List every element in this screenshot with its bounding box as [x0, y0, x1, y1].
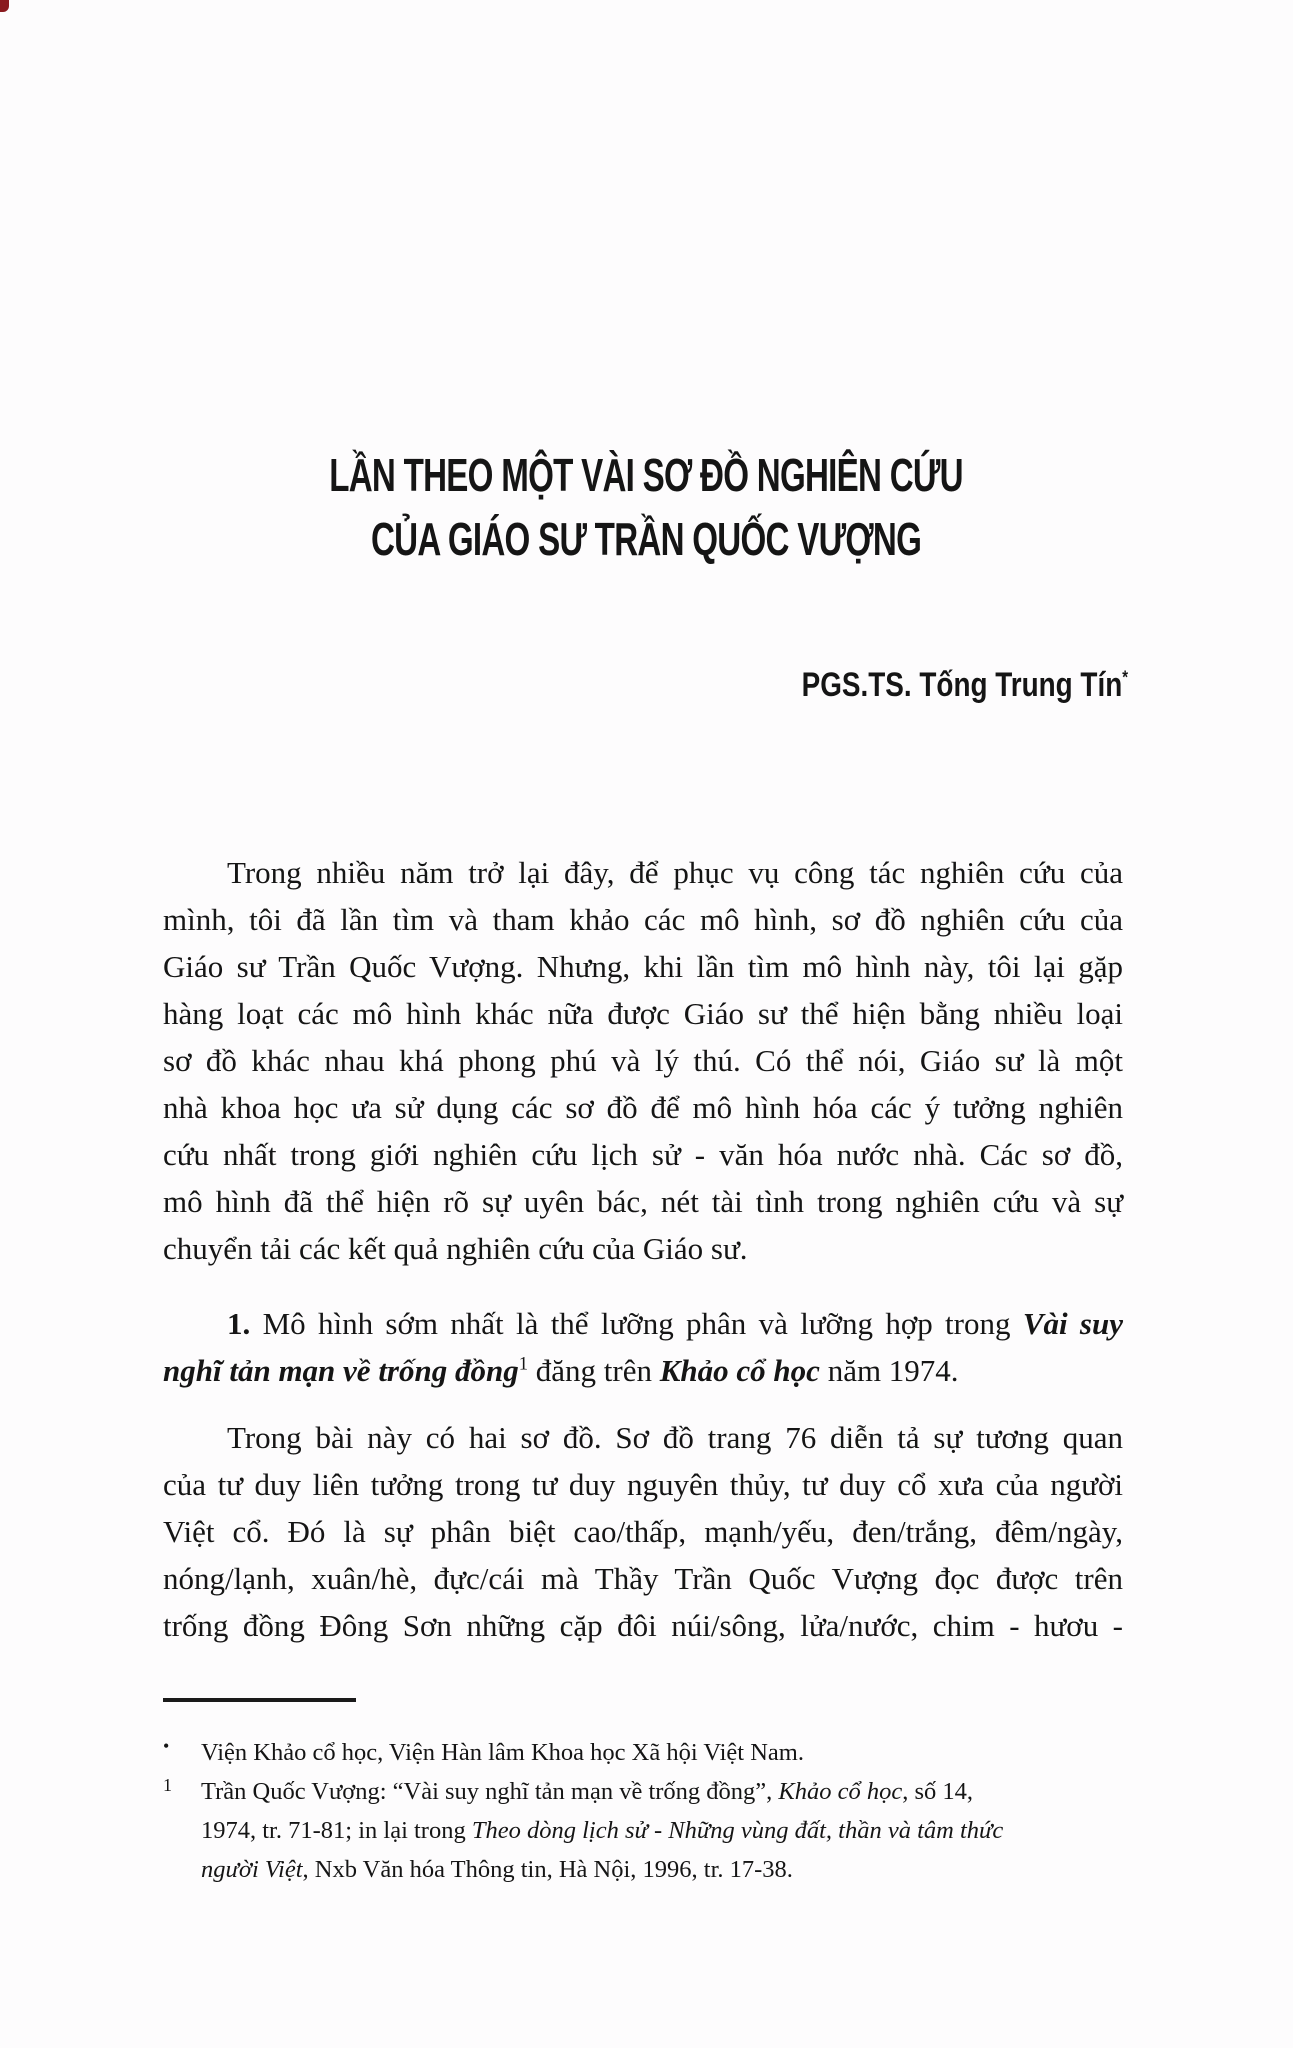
- article-title-ref: Vài suy: [1022, 1306, 1123, 1341]
- paragraph-diagrams: [163, 1414, 1123, 1649]
- footnotes: [163, 1733, 1133, 1889]
- article-title-line-1: [0, 448, 1293, 502]
- title-text: LẦN THEO MỘT VÀI SƠ ĐỒ NGHIÊN CỨU: [329, 449, 964, 501]
- paragraph-intro: [163, 849, 1123, 1272]
- article-title-line-2: [0, 512, 1293, 566]
- footnote-mark: •: [163, 1736, 170, 1756]
- text-line: mô hình đã thể hiện rõ sự uyên bác, nét tài tình trong nghiên cứu và sự: [163, 1184, 1123, 1219]
- text-line: nhà khoa học ưa sử dụng các sơ đồ để mô hình hóa các ý tưởng nghiên: [163, 1090, 1123, 1125]
- text-line: mình, tôi đã lần tìm và tham khảo các mô hình, sơ đồ nghiên cứu của: [163, 902, 1123, 937]
- text-line: của tư duy liên tưởng trong tư duy nguyên thủy, tư duy cổ xưa của người: [163, 1467, 1123, 1502]
- footnote-ref: 1: [518, 1353, 529, 1375]
- footnote-text: Trần Quốc Vượng: “Vài suy nghĩ tản mạn về trống đồng”,: [201, 1778, 779, 1805]
- footnote-divider: [163, 1698, 356, 1702]
- text-segment: đăng trên: [528, 1353, 660, 1388]
- footnote-1-cont: [163, 1850, 1133, 1889]
- footnote-text: , số 14,: [902, 1778, 974, 1805]
- text-line: Việt cổ. Đó là sự phân biệt cao/thấp, mạnh/yếu, đen/trắng, đêm/ngày,: [163, 1514, 1123, 1549]
- footnote-text: , Nxb Văn hóa Thông tin, Hà Nội, 1996, tr. 17-38.: [302, 1856, 793, 1883]
- text-line: [163, 1300, 1123, 1347]
- article-title-ref: nghĩ tản mạn về trống đồng: [163, 1353, 519, 1388]
- text-line: cứu nhất trong giới nghiên cứu lịch sử - văn hóa nước nhà. Các sơ đồ,: [163, 1137, 1123, 1172]
- footnote-text: Viện Khảo cổ học, Viện Hàn lâm Khoa học Xã hội Việt Nam.: [201, 1739, 804, 1766]
- text-line: sơ đồ khác nhau khá phong phú và lý thú. Có thể nói, Giáo sư là một: [163, 1043, 1123, 1078]
- text-line: Trong bài này có hai sơ đồ. Sơ đồ trang 76 diễn tả sự tương quan: [227, 1420, 1123, 1455]
- book-title-ref: người Việt: [201, 1856, 303, 1883]
- book-title-ref: Theo dòng lịch sử - Những vùng đất, thần và tâm thức: [471, 1817, 1004, 1844]
- footnote-text: 1974, tr. 71-81; in lại trong: [201, 1817, 472, 1844]
- footnote-star: [163, 1733, 1133, 1772]
- author-footnote-mark: *: [1122, 667, 1128, 688]
- item-number: 1.: [227, 1306, 251, 1341]
- title-text: CỦA GIÁO SƯ TRẦN QUỐC VƯỢNG: [371, 513, 922, 565]
- text-line: Trong nhiều năm trở lại đây, để phục vụ công tác nghiên cứu của: [227, 855, 1123, 890]
- author-name: PGS.TS. Tống Trung Tín: [801, 666, 1123, 704]
- journal-ref: Khảo cổ học: [778, 1778, 903, 1805]
- journal-ref: Khảo cổ học: [659, 1353, 820, 1388]
- text-segment: năm 1974.: [819, 1353, 959, 1388]
- section-item-1: [163, 1300, 1123, 1394]
- footnote-1: [163, 1772, 1133, 1811]
- text-line: Giáo sư Trần Quốc Vượng. Nhưng, khi lần tìm mô hình này, tôi lại gặp: [163, 949, 1123, 984]
- page-corner-mark: [0, 0, 9, 12]
- text-line: nóng/lạnh, xuân/hè, đực/cái mà Thầy Trần Quốc Vượng đọc được trên: [163, 1561, 1123, 1596]
- text-line: hàng loạt các mô hình khác nữa được Giáo sư thể hiện bằng nhiều loại: [163, 996, 1123, 1031]
- footnote-mark: 1: [163, 1775, 172, 1795]
- text-line: [163, 1347, 1123, 1394]
- footnote-1-cont: [163, 1811, 1133, 1850]
- text-line: trống đồng Đông Sơn những cặp đôi núi/sông, lửa/nước, chim - hươu -: [163, 1608, 1123, 1643]
- text-segment: Mô hình sớm nhất là thể lưỡng phân và lưỡng hợp trong: [250, 1306, 1023, 1341]
- text-line: chuyển tải các kết quả nghiên cứu của Giáo sư.: [163, 1231, 748, 1266]
- author-byline: [730, 666, 1128, 705]
